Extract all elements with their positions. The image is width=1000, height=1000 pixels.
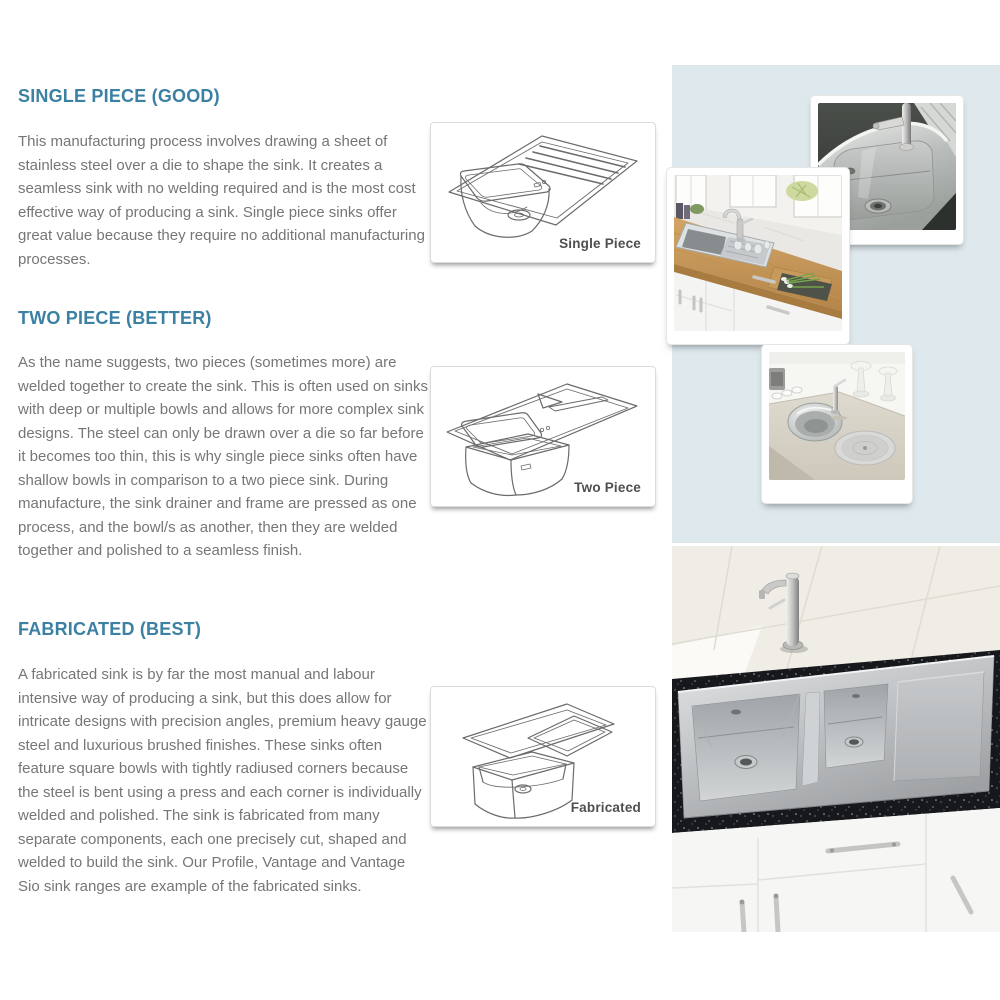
round-bowl-sink-image [769,352,905,480]
diagram-label-two-piece: Two Piece [574,480,641,495]
diagram-label-single-piece: Single Piece [559,236,641,251]
diagram-fabricated [430,686,656,827]
section-heading-fabricated: FABRICATED (BEST) [18,619,202,639]
section-heading-two-piece: TWO PIECE (BETTER) [18,308,212,328]
section-heading-single-piece: SINGLE PIECE (GOOD) [18,86,220,106]
section-body-two-piece: As the name suggests, two pieces (sometimes more) are welded together to create the sink. This is often used on sinks with deep or multiple bowls and allows for more complex sink designs. The steel can only be drawn over a die so far before it becomes too thin, this is why single piece sinks often have shallow bowls in comparison to a two piece sink. During manufacture, the sink drainer and frame are pressed as one process, and the bowl/s as another, then they are welded together and polished to a seamless finish. [18,354,428,559]
section-body-single-piece: This manufacturing process involves drawing a sheet of stainless steel over a die to shape the sink. It creates a seamless sink with no welding required and is the most cost effective way of producing a sink. Single piece sinks offer great value because they require no additional manufacturing processes. [18,133,425,268]
kitchen-sink-image [674,175,842,331]
diagram-two-piece [430,366,656,507]
fabricated-sink-image [672,546,1000,932]
photo-kitchen-sink-wood-counter [666,167,850,345]
photo-fabricated-square-bowl-sink [672,546,1000,932]
diagram-single-piece [430,122,656,263]
section-body-fabricated: A fabricated sink is by far the most manual and labour intensive way of producing a sink, but this does allow for intricate designs with precision angles, premium heavy gauge steel and luxurious brushed finishes. These sinks often feature square bowls with tightly radiused corners because the steel is bent using a press and each corner is individually welded and polished. The sink is fabricated from many separate components, each one precisely cut, shaped and welded to build the sink. Our Profile, Vantage and Vantage Sio sink ranges are example of the fabricated sinks. [18,666,427,895]
photo-round-bowl-sink [761,344,913,504]
diagram-label-fabricated: Fabricated [570,800,641,815]
